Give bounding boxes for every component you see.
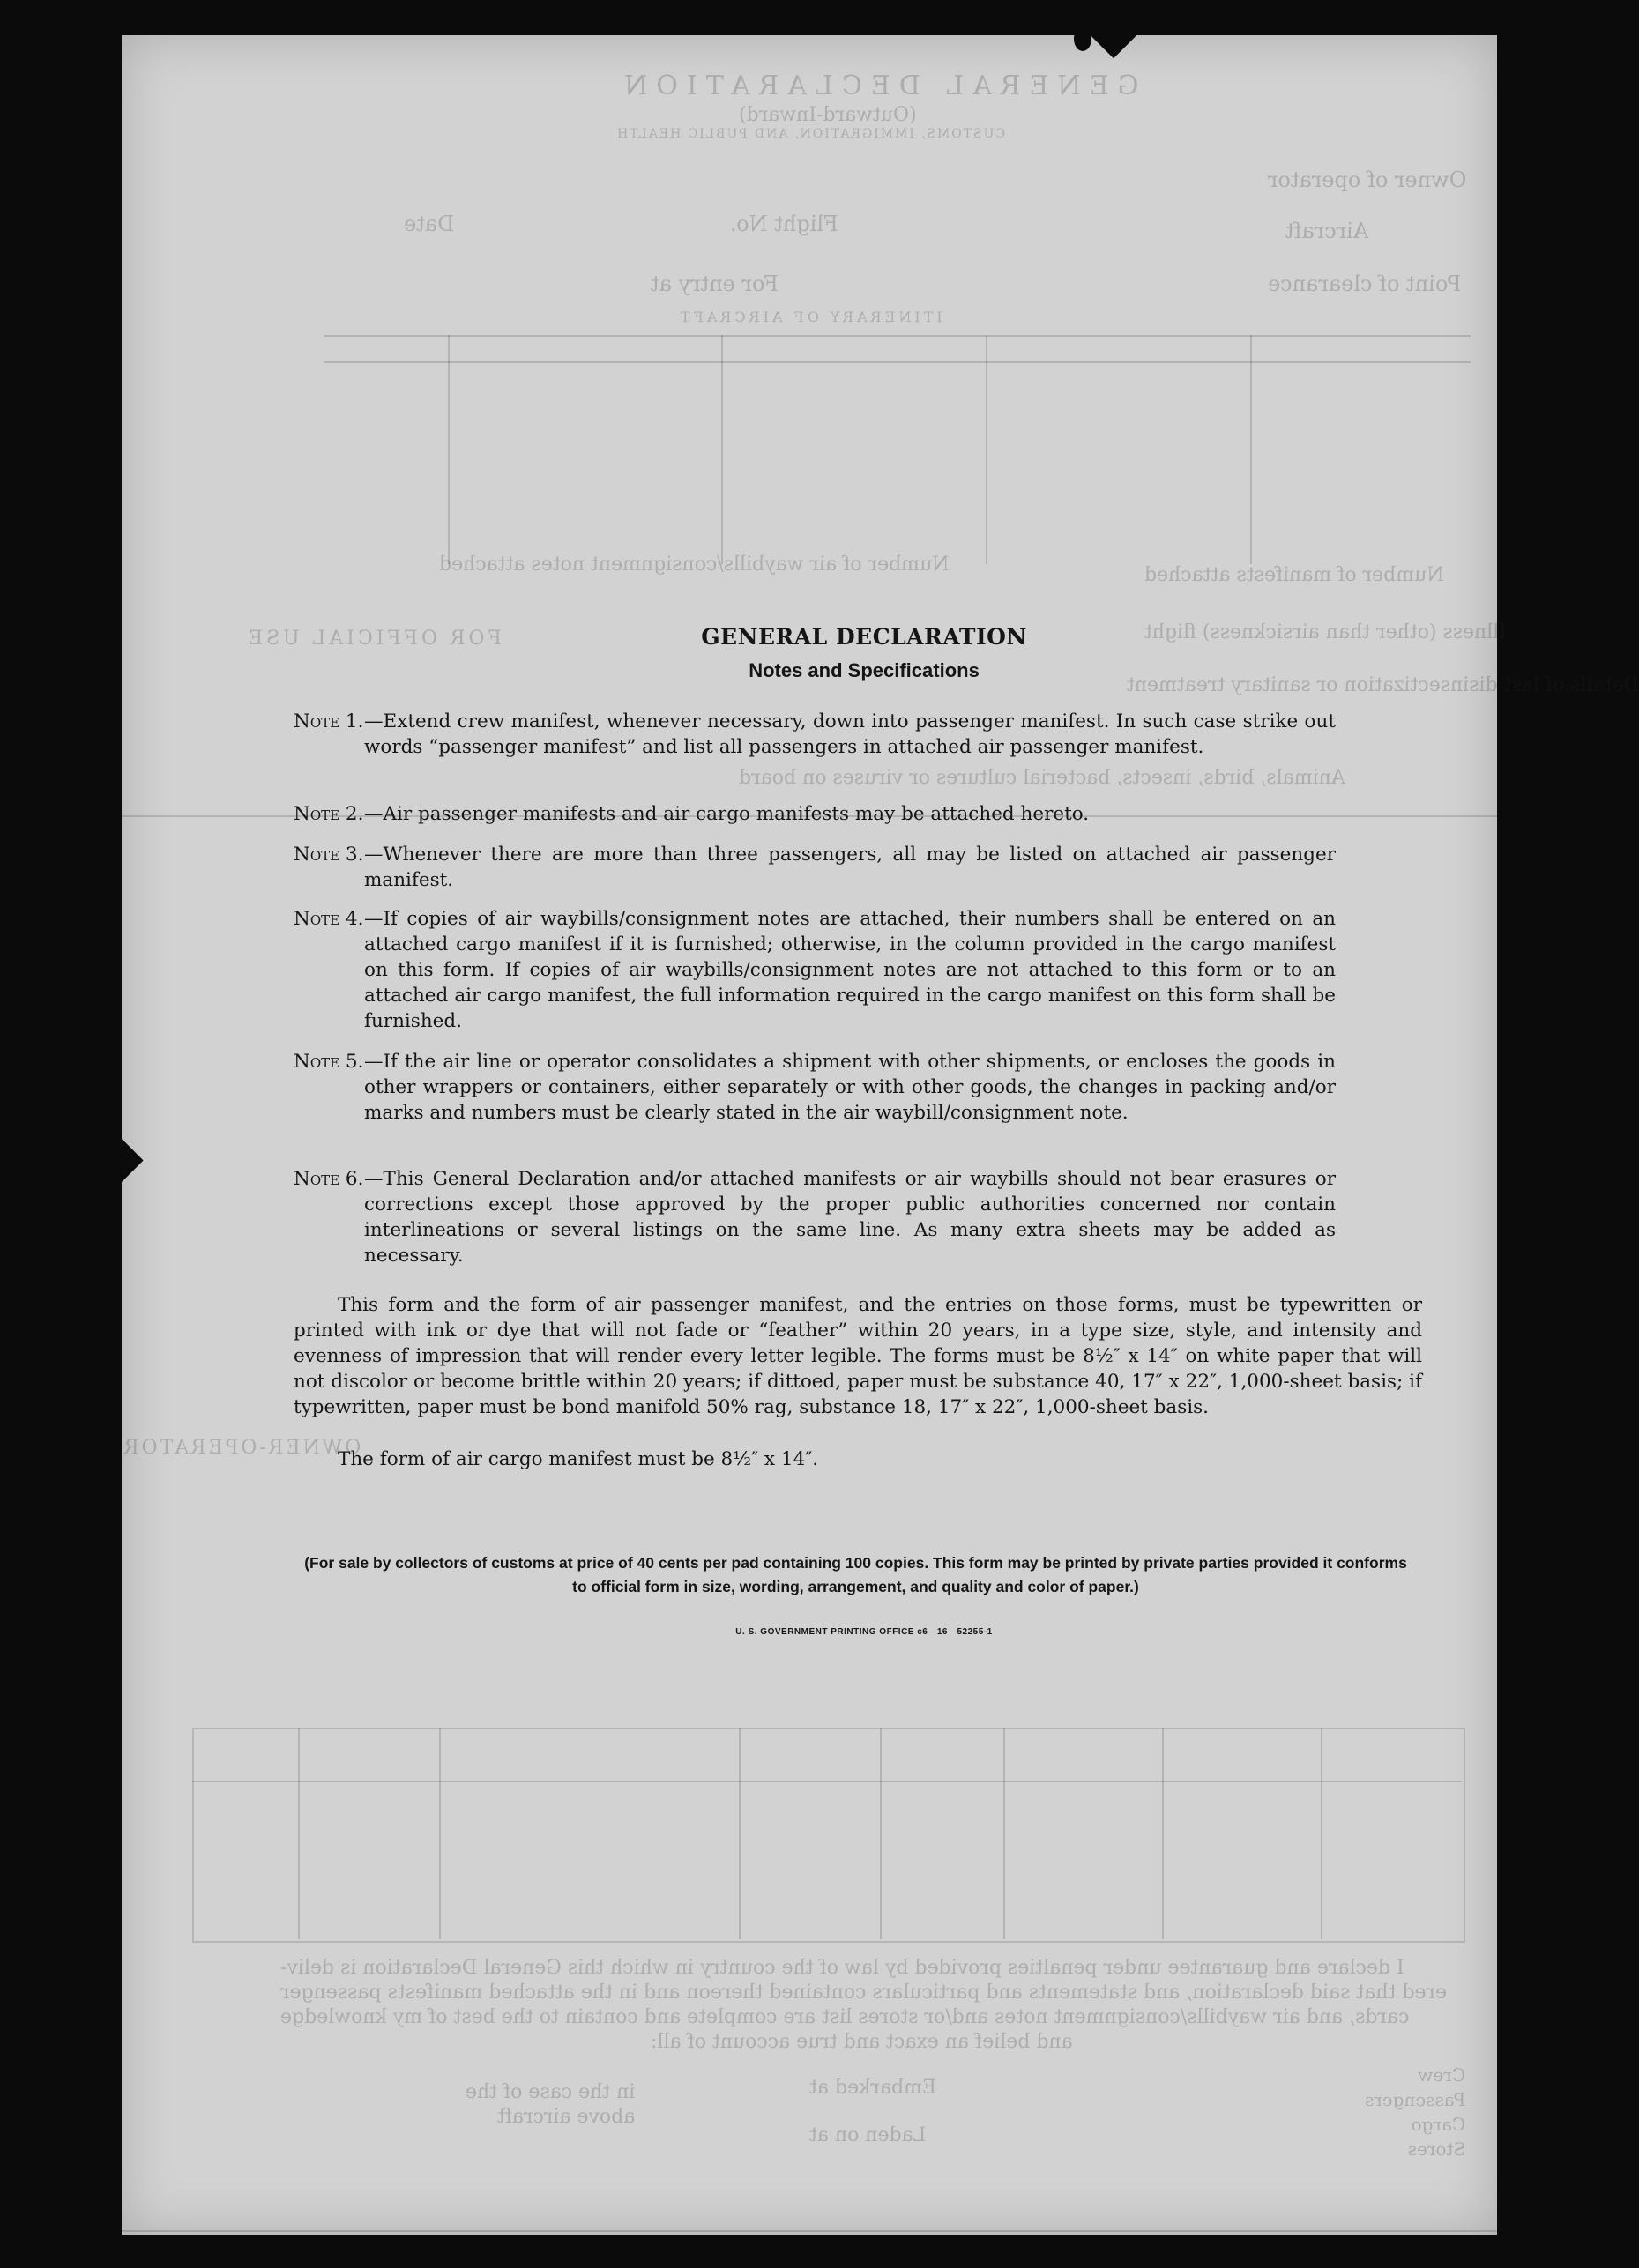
reverse-subtitle: (Outward-Inward)	[739, 104, 917, 126]
note-label: Note 5.	[294, 1051, 364, 1073]
reverse-manifests-label: Number of manifests attached	[1144, 564, 1444, 586]
notes-sheet	[122, 35, 1497, 2235]
note-text: —Extend crew manifest, whenever necessary, down into passenger manifest. In such case strike out words “passenger manifest” and list all passengers in attached air passenger manifest.	[364, 710, 1336, 758]
note-text: —This General Declaration and/or attached manifests or air waybills should not bear erasures or corrections except those approved by the proper public authorities concerned nor contain interlineations or several listings on the same line. As many extra sheets may be added as necessary.	[364, 1168, 1336, 1267]
reverse-agency: CUSTOMS, IMMIGRATION, AND PUBLIC HEALTH	[615, 127, 1006, 141]
reverse-laden-label: Laden on at	[809, 2124, 927, 2146]
reverse-itinerary-label: ITINERARY OF AIRCRAFT	[677, 309, 942, 325]
reverse-declaration-line: I declare and guarantee under penalties provided by law of the country in which this General Declaration is deliv-	[280, 1957, 1404, 1979]
reverse-details-label: Details of last disinsectization or sanitary treatment	[1127, 674, 1639, 696]
form-specification-paragraph: This form and the form of air passenger manifest, and the entries on those forms, must be typewritten or printed with ink or dye that will not fade or “feather” within 20 years, in a type size, style, and intensity and evenness of impression that will render every letter legible. The forms must be 8½″ x 14″ on white paper that will not discolor or become brittle within 20 years; if dittoed, paper must be substance 40, 17″ x 22″, 1,000-sheet basis; if typewritten, paper must be bond manifold 50% rag, substance 18, 17″ x 22″, 1,000-sheet basis.	[294, 1294, 1422, 1418]
note-text: —If the air line or operator consolidates a shipment with other shipments, or encloses the goods in other wrappers or containers, either separately or with other goods, the changes in packing and/or marks and numbers must be clearly stated in the air waybill/consignment note.	[364, 1051, 1336, 1124]
page-title: GENERAL DECLARATION	[701, 624, 1027, 650]
reverse-official-use-label: FOR OFFICIAL USE	[245, 628, 502, 650]
reverse-declaration-line: and belief an exact and true account of all:	[651, 2031, 1073, 2053]
note-label: Note 1.	[294, 710, 364, 732]
reverse-operator-label: OWNER-OPERATOR	[122, 1437, 361, 1459]
cargo-manifest-paragraph: The form of air cargo manifest must be 8½″ x 14″.	[338, 1448, 819, 1470]
reverse-in-case-label: in the case of the above aircraft	[466, 2081, 636, 2128]
reverse-illness-label: Illness (other than airsickness) flight	[1144, 621, 1507, 643]
reverse-declaration-line: cards, and air waybills/consignment notes and/or stores list are complete and contain to the best of my knowledge	[280, 2006, 1410, 2028]
reverse-title: GENERAL DECLARATION	[615, 71, 1139, 101]
printing-office-imprint: U. S. GOVERNMENT PRINTING OFFICE c6—16—52255-1	[735, 1627, 993, 1637]
page-subtitle: Notes and Specifications	[749, 659, 980, 681]
reverse-crew-block: Crew Passengers Cargo Stores	[1365, 2064, 1466, 2160]
note-text: —Whenever there are more than three passengers, all may be listed on attached air passenger manifest.	[364, 844, 1336, 891]
document-page	[122, 35, 1639, 2235]
note-text: —Air passenger manifests and air cargo manifests may be attached hereto.	[364, 803, 1090, 825]
reverse-point-label: Point of clearance	[1268, 271, 1462, 296]
reverse-declaration-line: ered that said declaration, and statements and particulars contained thereon and in the attached manifests passenger	[280, 1982, 1448, 2004]
note-label: Note 3.	[294, 844, 364, 866]
note-label: Note 2.	[294, 803, 364, 825]
torn-edge	[1074, 26, 1091, 51]
note-text: —If copies of air waybills/consignment notes are attached, their numbers shall be entered on an attached cargo manifest if it is furnished; otherwise, in the column provided in the cargo manifest on this form. If copies of air waybills/consignment notes are not attached to this form or to an attached air cargo manifest, the full information required in the cargo manifest on this form shall be furnished.	[364, 908, 1336, 1032]
reverse-waybills-label: Number of air waybills/consignment notes attached	[439, 554, 950, 576]
reverse-embarked-label: Embarked at	[809, 2077, 937, 2099]
reverse-date-label: Date	[404, 212, 455, 236]
sale-notice: (For sale by collectors of customs at price of 40 cents per pad containing 100 copies. This form may be printed by private parties provided it conforms to official form in size, wording, arrangement, and quality and color of paper.)	[304, 1554, 1407, 1595]
reverse-aircraft-label: Aircraft	[1285, 219, 1369, 243]
reverse-owner-label: Owner of operator	[1268, 167, 1467, 192]
note-label: Note 6.	[294, 1168, 364, 1190]
reverse-animals-label: Animals, birds, insects, bacterial cultures or viruses on board	[739, 767, 1345, 789]
reverse-flight-label: Flight No.	[730, 212, 838, 236]
reverse-entry-label: For entry at	[651, 271, 779, 296]
note-label: Note 4.	[294, 908, 364, 930]
